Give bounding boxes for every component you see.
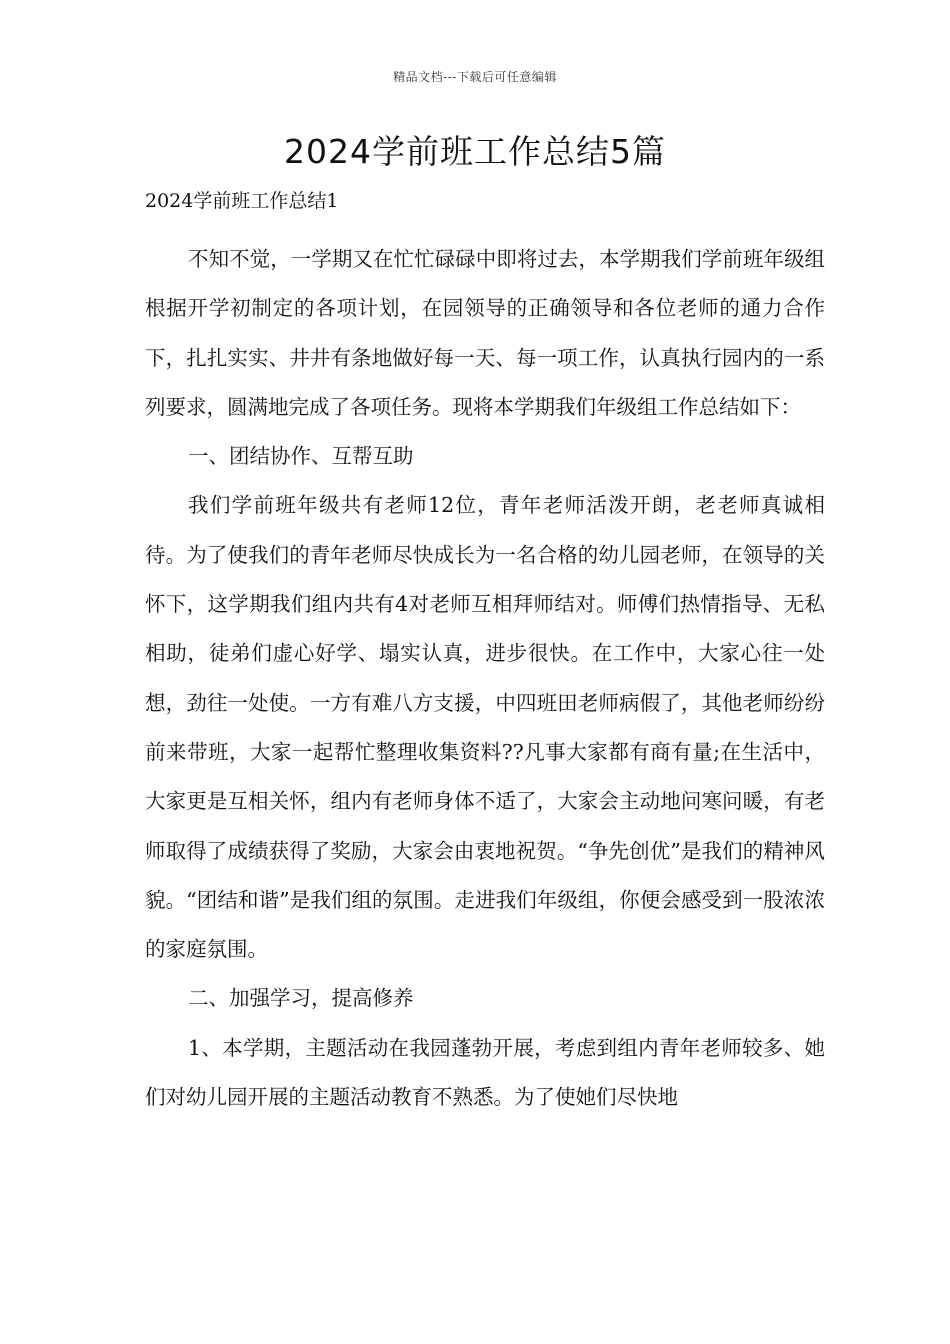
section-heading-1: 一、团结协作、互帮互助 (188, 444, 414, 469)
document-body (145, 184, 825, 1122)
document-title: 2024学前班工作总结5篇 (284, 132, 666, 171)
section-heading-2: 二、加强学习，提高修养 (188, 986, 414, 1011)
paragraph-study: 1、本学期，主题活动在我园蓬勃开展，考虑到组内青年老师较多、她们对幼儿园开展的主题活动教育不熟悉。为了使她们尽快地 (145, 1035, 825, 1110)
header-note: 精品文档---下载后可任意编辑 (393, 70, 557, 84)
section-subtitle: 2024学前班工作总结1 (145, 190, 339, 212)
paragraph-teamwork: 我们学前班年级共有老师12位，青年老师活泼开朗，老老师真诚相待。为了使我们的青年老师尽快成长为一名合格的幼儿园老师，在领导的关怀下，这学期我们组内共有4对老师互相拜师结对。师傅们热情指导、无私相助，徒弟们虚心好学、塌实认真，进步很快。在工作中，大家心往一处想，劲往一处使。一方有难八方支援，中四班田老师病假了，其他老师纷纷前来带班，大家一起帮忙整理收集资料??凡事大家都有商有量;在生活中，大家更是互相关怀，组内有老师身体不适了，大家会主动地问寒问暖，有老师取得了成绩获得了奖励，大家会由衷地祝贺。“争先创优”是我们的精神风貌。“团结和谐”是我们组的氛围。走进我们年级组，你便会感受到一股浓浓的家庭氛围。 (145, 493, 825, 962)
paragraph-intro: 不知不觉，一学期又在忙忙碌碌中即将过去，本学期我们学前班年级组根据开学初制定的各项计划，在园领导的正确领导和各位老师的通力合作下，扎扎实实、井井有条地做好每一天、每一项工作，认真执行园内的一系列要求，圆满地完成了各项任务。现将本学期我们年级组工作总结如下： (145, 247, 825, 419)
